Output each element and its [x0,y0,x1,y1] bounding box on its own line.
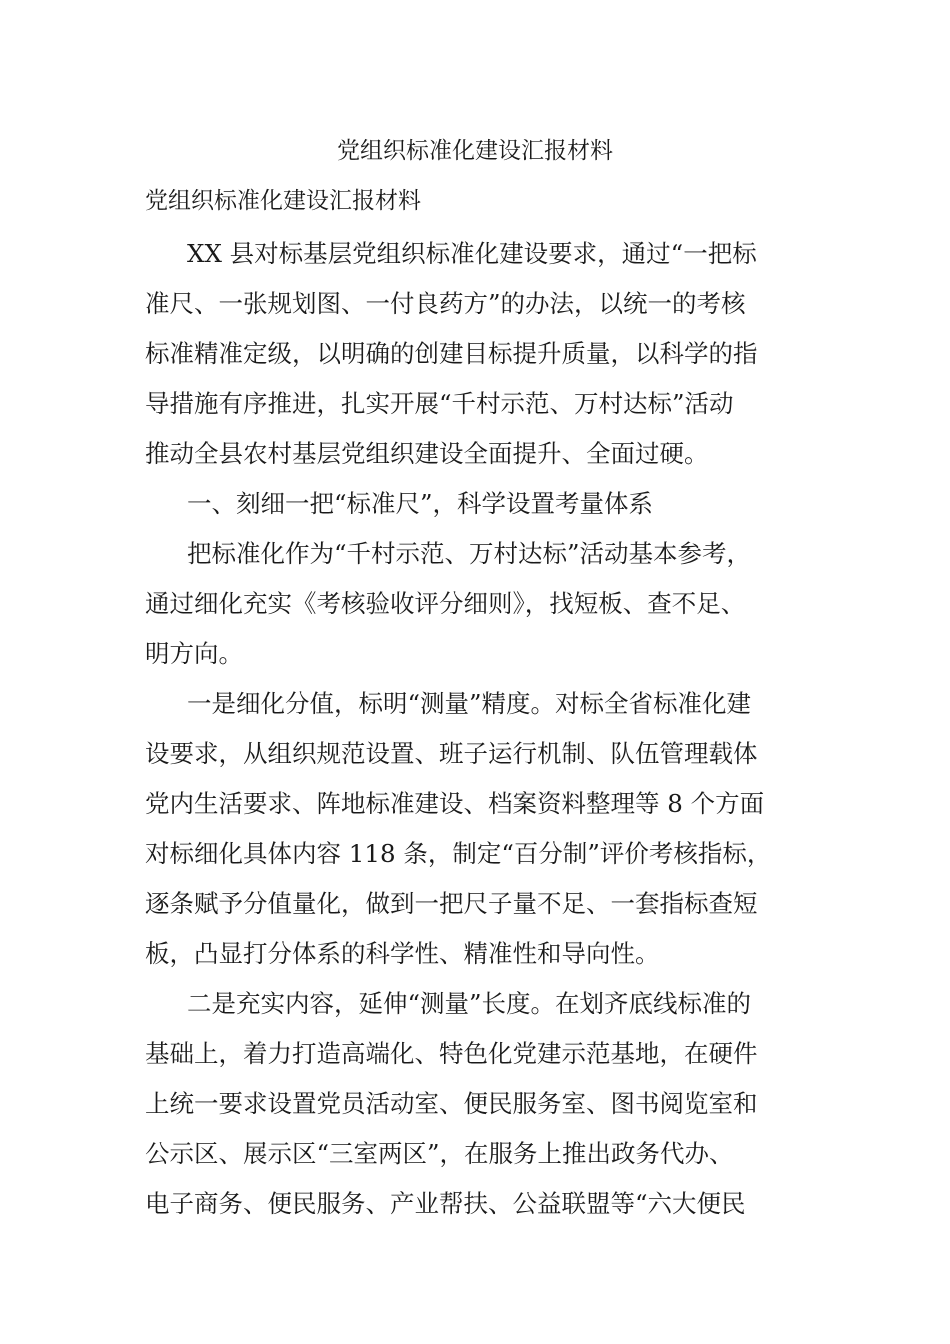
paragraph-line: 导措施有序推进，扎实开展“千村示范、万村达标”活动 [145,389,734,418]
section-heading-1 [145,479,825,529]
document-subtitle: 党组织标准化建设汇报材料 [145,188,421,214]
paragraph-line: 通过细化充实《考核验收评分细则》，找短板、查不足、 [145,589,746,618]
section-heading-text: 一、刻细一把“标准尺”，科学设置考量体系 [187,489,654,518]
paragraph-line: 逐条赋予分值量化，做到一把尺子量不足、一套指标查短 [145,889,758,918]
paragraph-line: 设要求，从组织规范设置、班子运行机制、队伍管理载体 [145,739,758,768]
paragraph-line: 一是细化分值，标明“测量”精度。对标全省标准化建 [187,689,752,718]
paragraph-intro [145,229,825,479]
paragraph-line: 上统一要求设置党员活动室、便民服务室、图书阅览室和 [145,1089,758,1118]
document-body [145,229,825,1229]
paragraph-line: XX 县对标基层党组织标准化建设要求，通过“一把标 [187,239,757,268]
paragraph-section-1-intro [145,529,825,679]
paragraph-line: 标准精准定级，以明确的创建目标提升质量，以科学的指 [145,339,758,368]
paragraph-line: 党内生活要求、阵地标准建设、档案资料整理等 8 个方面 [145,789,765,818]
paragraph-line: 基础上，着力打造高端化、特色化党建示范基地，在硬件 [145,1039,758,1068]
paragraph-line: 准尺、一张规划图、一付良药方”的办法，以统一的考核 [145,289,746,318]
paragraph-line: 二是充实内容，延伸“测量”长度。在划齐底线标准的 [187,989,752,1018]
paragraph-line: 电子商务、便民服务、产业帮扶、公益联盟等“六大便民 [145,1189,746,1218]
paragraph-line: 把标准化作为“千村示范、万村达标”活动基本参考， [187,539,752,568]
paragraph-line: 板，凸显打分体系的科学性、精准性和导向性。 [145,939,660,968]
paragraph-point-2 [145,979,825,1229]
paragraph-line: 推动全县农村基层党组织建设全面提升、全面过硬。 [145,439,709,468]
paragraph-line: 明方向。 [145,639,243,668]
paragraph-line: 对标细化具体内容 118 条，制定“百分制”评价考核指标， [145,839,772,868]
document-title: 党组织标准化建设汇报材料 [337,138,613,164]
paragraph-point-1 [145,679,825,979]
paragraph-line: 公示区、展示区“三室两区”，在服务上推出政务代办、 [145,1139,734,1168]
